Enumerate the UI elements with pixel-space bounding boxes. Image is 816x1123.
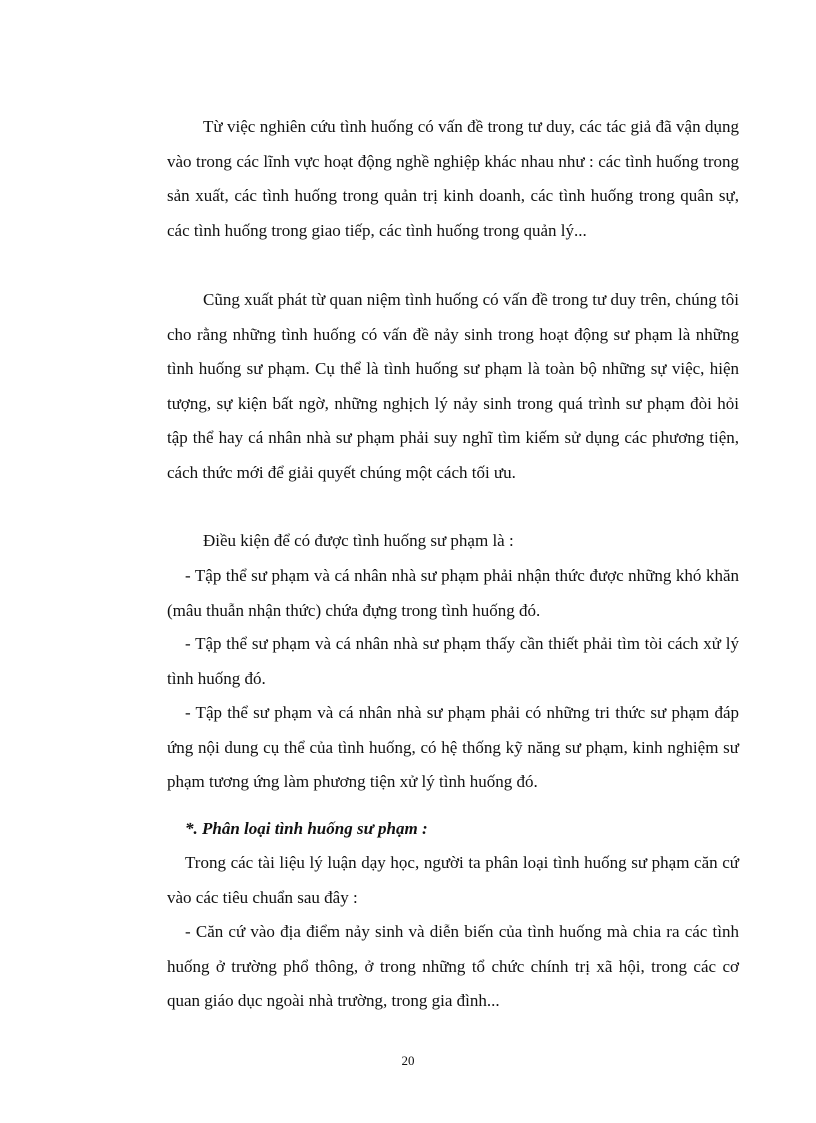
paragraph-6: - Tập thể sư phạm và cá nhân nhà sư phạm phải có những tri thức sư phạm đáp ứng nội dung cụ thể của tình huống, có hệ thống kỹ năng sư phạm, kinh nghiệm sư phạm tương ứng làm phương tiện xử lý tình huống đó. bbox=[167, 703, 739, 791]
paragraph-7: Trong các tài liệu lý luận dạy học, người ta phân loại tình huống sư phạm căn cứ vào các tiêu chuẩn sau đây : bbox=[167, 853, 739, 907]
section-heading: *. Phân loại tình huống sư phạm : bbox=[185, 819, 428, 838]
paragraph-3: Điều kiện để có được tình huống sư phạm là : bbox=[203, 531, 514, 550]
paragraph-1: Từ việc nghiên cứu tình huống có vấn đề trong tư duy, các tác giả đã vận dụng vào trong các lĩnh vực hoạt động nghề nghiệp khác nhau như : các tình huống trong sản xuất, các tình huống trong quản trị kinh doanh, các tình huống trong quân sự, các tình huống trong giao tiếp, các tình huống trong quản lý... bbox=[167, 117, 739, 240]
paragraph-5: - Tập thể sư phạm và cá nhân nhà sư phạm thấy cần thiết phải tìm tòi cách xử lý tình huống đó. bbox=[167, 634, 739, 688]
page-number: 20 bbox=[401, 1053, 415, 1068]
paragraph-4: - Tập thể sư phạm và cá nhân nhà sư phạm phải nhận thức được những khó khăn (mâu thuẫn nhận thức) chứa đựng trong tình huống đó. bbox=[167, 566, 739, 620]
paragraph-2: Cũng xuất phát từ quan niệm tình huống có vấn đề trong tư duy trên, chúng tôi cho rằng những tình huống có vấn đề nảy sinh trong hoạt động sư phạm là những tình huống sư phạm. Cụ thể là tình huống sư phạm là toàn bộ những sự việc, hiện tượng, sự kiện bất ngờ, những nghịch lý nảy sinh trong quá trình sư phạm đòi hỏi tập thể hay cá nhân nhà sư phạm phải suy nghĩ tìm kiếm sử dụng các phương tiện, cách thức mới để giải quyết chúng một cách tối ưu. bbox=[167, 290, 739, 482]
paragraph-8: - Căn cứ vào địa điểm nảy sinh và diễn biến của tình huống mà chia ra các tình huống ở trường phổ thông, ở trong những tổ chức chính trị xã hội, trong các cơ quan giáo dục ngoài nhà trường, trong gia đình... bbox=[167, 922, 739, 1010]
